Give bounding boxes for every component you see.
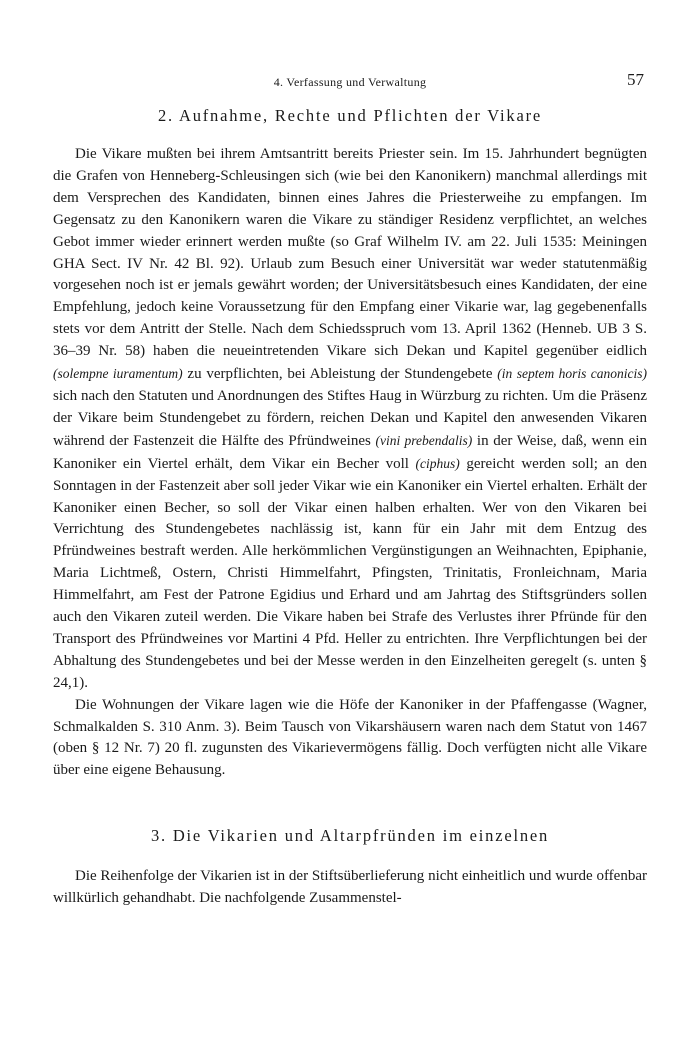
text-run: in der Weise, daß, wenn ein Kanoniker ein Viertel erhält, dem Vikar ein Becher voll <box>53 432 647 472</box>
paragraph-wohnungen: Die Wohnungen der Vikare lagen wie die Höfe der Kanoniker in der Pfaffengasse (Wagner, Schmalkalden S. 310 Anm. 3). Beim Tausch von Vikarshäusern waren nach dem Statut von 1467 (oben § 12 Nr. 7) 20 fl. zugunsten des Vikarievermögens fällig. Doch verfügten nicht alle Vikare über eine eigene Behausung. <box>53 696 647 779</box>
text-run: gereicht werden soll; an den Sonntagen in der Fastenzeit aber soll jeder Vikar wie ein Kanoniker ein Viertel erhalten. Erhält der Kanoniker einen Becher, so soll der Vikar einen halben erhalten. Wer von den Vikaren bei Verrichtung des Stundengebetes nachlässig ist, kann für ein Jahr mit dem Entzug des Pfründweines bestraft werden. Alle herkömmlichen Vergünstigungen an Weihnachten, Epiphanie, Maria Lichtmeß, Ostern, Christi Himmelfahrt, Pfingsten, Trinitatis, Fronleichnam, Maria Himmelfahrt, am Fest der Patrone Egidius und Erhard und am Jahrtag des Stiftsgründers sollen auch den Vikaren zuteil werden. Die Vikare haben bei Strafe des Verlustes ihrer Pfründe für den Transport des Pfründweines vor Martini 4 Pfd. Heller zu entrichten. Ihre Verpflichtungen bei der Abhaltung des Stundengebetes und bei der Messe werden in den Einzelheiten geregelt (s. unten § 24,1). <box>53 455 647 691</box>
text-run: sich nach den Statuten und Anordnungen des Stiftes Haug in Würzburg zu richten. Um die Präsenz der Vikare beim Stundengebet zu fördern, reichen Dekan und Kapitel den anwesenden Vikaren während der Fastenzeit die Hälfte des Pfründweines <box>53 387 647 449</box>
paragraph-vikare-pflichten <box>53 144 647 695</box>
page-number: 57 <box>627 70 644 89</box>
latin-term-solempne-iuramentum: (solempne iuramentum) <box>53 366 183 382</box>
paragraph-reihenfolge: Die Reihenfolge der Vikarien ist in der Stiftsüberlieferung nicht einheitlich und wurde offenbar willkürlich gehandhabt. Die nachfolgende Zusammenstel- <box>53 868 647 907</box>
text-run: zu verpflichten, bei Ableistung der Stundengebete <box>182 366 498 383</box>
text-run: Die Vikare mußten bei ihrem Amtsantritt bereits Priester sein. Im 15. Jahrhundert begnügten die Grafen von Henneberg-Schleusingen sich (wie bei den Kanonikern) manchmal allerdings mit dem Versprechen des Kandidaten, binnen eines Jahres die Priesterweihe zu empfangen. Im Gegensatz zu den Kanonikern waren die Vikare zu ständiger Residenz verpflichtet, an welches Gebot immer wieder erinnert werden mußte (so Graf Wilhelm IV. am 22. Juli 1535: Meiningen GHA Sect. IV Nr. 42 Bl. 92). Urlaub zum Besuch einer Universität war weder statutenmäßig vorgesehen noch ist er jemals gewährt worden; der Universitätsbesuch eines Kandidaten, der eine Empfehlung, jedoch keine Voraussetzung für den Empfang einer Vikarie war, lag gegebenenfalls stets vor dem Antritt der Stelle. Nach dem Schiedsspruch vom 13. April 1362 (Henneb. UB 3 S. 36–39 Nr. 58) haben die neueintretenden Vikare sich Dekan und Kapitel gegenüber eidlich <box>53 146 647 360</box>
section-heading-vikarien: 3. Die Vikarien und Altarpfründen im einzelnen <box>150 826 550 846</box>
running-title: 4. Verfassung und Verwaltung <box>273 75 427 89</box>
latin-term-in-septem-horis: (in septem horis canonicis) <box>497 366 647 382</box>
running-head <box>53 70 647 94</box>
latin-term-vini-prebendalis: (vini prebendalis) <box>375 432 473 448</box>
latin-term-ciphus: (ciphus) <box>415 455 460 471</box>
section-heading-aufnahme: 2. Aufnahme, Rechte und Pflichten der Vikare <box>158 106 542 125</box>
book-page <box>53 70 647 910</box>
